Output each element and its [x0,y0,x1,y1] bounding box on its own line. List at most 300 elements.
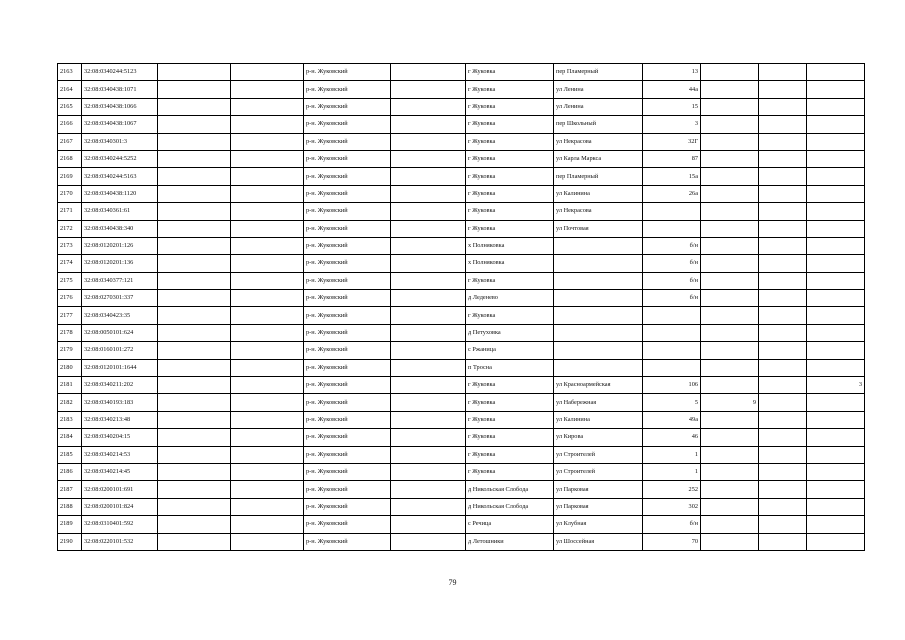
row-number-cell: 2169 [58,168,82,185]
district-cell: р-н. Жуковский [304,98,391,115]
extra-cell [701,133,759,150]
empty-cell [391,307,466,324]
locality-cell: г Жуковка [466,98,554,115]
house-number-cell [643,342,701,359]
row-number-cell: 2173 [58,237,82,254]
extra-cell [759,133,807,150]
empty-cell [158,516,231,533]
street-cell [554,237,643,254]
extra-cell [759,324,807,341]
street-cell: ул Парковая [554,481,643,498]
table-row [58,185,865,202]
empty-cell [231,255,304,272]
row-number-cell: 2187 [58,481,82,498]
extra-cell [807,429,865,446]
extra-cell: 3 [807,377,865,394]
table-row [58,307,865,324]
house-number-cell: 26а [643,185,701,202]
district-cell: р-н. Жуковский [304,498,391,515]
cadastral-number-cell: 32:08:0340361:61 [82,203,158,220]
table-row [58,81,865,98]
extra-cell [807,498,865,515]
extra-cell [701,255,759,272]
empty-cell [158,168,231,185]
cadastral-number-cell: 32:08:0340193:183 [82,394,158,411]
table-row [58,98,865,115]
cadastral-number-cell: 32:08:0220101:532 [82,533,158,550]
extra-cell [759,429,807,446]
cadastral-number-cell: 32:08:0340244:5123 [82,64,158,81]
district-cell: р-н. Жуковский [304,342,391,359]
district-cell: р-н. Жуковский [304,290,391,307]
extra-cell [759,481,807,498]
cadastral-number-cell: 32:08:0340244:5163 [82,168,158,185]
extra-cell [701,377,759,394]
extra-cell [701,203,759,220]
locality-cell: г Жуковка [466,185,554,202]
empty-cell [391,133,466,150]
extra-cell [807,185,865,202]
locality-cell: г Жуковка [466,429,554,446]
row-number-cell: 2164 [58,81,82,98]
house-number-cell: 87 [643,150,701,167]
empty-cell [158,255,231,272]
extra-cell [807,446,865,463]
page-number: 79 [448,578,457,587]
row-number-cell: 2189 [58,516,82,533]
empty-cell [158,394,231,411]
extra-cell [759,446,807,463]
district-cell: р-н. Жуковский [304,394,391,411]
empty-cell [158,185,231,202]
empty-cell [231,394,304,411]
empty-cell [158,64,231,81]
street-cell: ул Красноармейская [554,377,643,394]
empty-cell [231,237,304,254]
empty-cell [158,533,231,550]
district-cell: р-н. Жуковский [304,168,391,185]
extra-cell [701,237,759,254]
extra-cell [807,255,865,272]
extra-cell [759,98,807,115]
extra-cell [701,342,759,359]
cadastral-number-cell: 32:08:0200101:824 [82,498,158,515]
extra-cell [701,150,759,167]
table-row [58,237,865,254]
street-cell [554,324,643,341]
extra-cell [701,168,759,185]
street-cell [554,290,643,307]
locality-cell: д Никольская Слобода [466,481,554,498]
extra-cell [701,307,759,324]
extra-cell [807,359,865,376]
cadastral-number-cell: 32:08:0340423:35 [82,307,158,324]
street-cell: пер Школьный [554,116,643,133]
extra-cell [759,516,807,533]
empty-cell [231,220,304,237]
cadastral-number-cell: 32:08:0120101:1644 [82,359,158,376]
house-number-cell: 1 [643,463,701,480]
row-number-cell: 2168 [58,150,82,167]
cadastral-number-cell: 32:08:0340213:48 [82,411,158,428]
row-number-cell: 2170 [58,185,82,202]
cadastral-number-cell: 32:08:0340438:1071 [82,81,158,98]
locality-cell: г Жуковка [466,116,554,133]
street-cell: ул Некрасова [554,203,643,220]
house-number-cell [643,324,701,341]
row-number-cell: 2178 [58,324,82,341]
extra-cell [701,64,759,81]
empty-cell [158,463,231,480]
extra-cell [701,359,759,376]
extra-cell [759,203,807,220]
street-cell: ул Карла Маркса [554,150,643,167]
empty-cell [231,203,304,220]
extra-cell [701,324,759,341]
extra-cell [807,463,865,480]
extra-cell [759,116,807,133]
empty-cell [391,463,466,480]
empty-cell [231,498,304,515]
extra-cell [701,481,759,498]
empty-cell [391,359,466,376]
empty-cell [231,463,304,480]
house-number-cell [643,220,701,237]
row-number-cell: 2183 [58,411,82,428]
extra-cell [807,64,865,81]
empty-cell [158,81,231,98]
house-number-cell: 13 [643,64,701,81]
empty-cell [158,98,231,115]
locality-cell: г Жуковка [466,64,554,81]
street-cell: ул Клубная [554,516,643,533]
empty-cell [231,272,304,289]
extra-cell [701,116,759,133]
row-number-cell: 2181 [58,377,82,394]
row-number-cell: 2190 [58,533,82,550]
empty-cell [391,446,466,463]
empty-cell [231,446,304,463]
district-cell: р-н. Жуковский [304,533,391,550]
row-number-cell: 2165 [58,98,82,115]
empty-cell [391,411,466,428]
empty-cell [158,220,231,237]
locality-cell: с Речица [466,516,554,533]
empty-cell [158,446,231,463]
extra-cell [807,220,865,237]
house-number-cell: б/н [643,516,701,533]
extra-cell [759,342,807,359]
extra-cell [807,533,865,550]
table-row [58,116,865,133]
locality-cell: г Жуковка [466,220,554,237]
row-number-cell: 2172 [58,220,82,237]
extra-cell [759,272,807,289]
empty-cell [231,116,304,133]
extra-cell [807,116,865,133]
empty-cell [391,116,466,133]
extra-cell [701,516,759,533]
district-cell: р-н. Жуковский [304,64,391,81]
property-registry-table [57,63,865,551]
cadastral-number-cell: 32:08:0340438:1120 [82,185,158,202]
empty-cell [391,150,466,167]
extra-cell [807,237,865,254]
street-cell: ул Строителей [554,463,643,480]
empty-cell [158,150,231,167]
extra-cell [807,168,865,185]
empty-cell [158,429,231,446]
extra-cell [759,290,807,307]
table-row [58,342,865,359]
house-number-cell: 15а [643,168,701,185]
table-row [58,255,865,272]
table-row [58,533,865,550]
row-number-cell: 2163 [58,64,82,81]
street-cell [554,255,643,272]
cadastral-number-cell: 32:08:0270301:337 [82,290,158,307]
empty-cell [158,411,231,428]
table-row [58,133,865,150]
empty-cell [231,429,304,446]
empty-cell [158,307,231,324]
extra-cell [701,446,759,463]
locality-cell: с Ржаница [466,342,554,359]
district-cell: р-н. Жуковский [304,133,391,150]
extra-cell [759,411,807,428]
extra-cell [759,307,807,324]
extra-cell [701,272,759,289]
house-number-cell: 5 [643,394,701,411]
extra-cell [759,81,807,98]
row-number-cell: 2167 [58,133,82,150]
empty-cell [231,324,304,341]
cadastral-number-cell: 32:08:0340244:5252 [82,150,158,167]
extra-cell [759,498,807,515]
empty-cell [391,533,466,550]
extra-cell [701,411,759,428]
street-cell [554,272,643,289]
empty-cell [158,116,231,133]
cadastral-number-cell: 32:08:0340211:202 [82,377,158,394]
house-number-cell: 252 [643,481,701,498]
locality-cell: д Леденево [466,290,554,307]
cadastral-number-cell: 32:08:0340204:15 [82,429,158,446]
table-row [58,290,865,307]
district-cell: р-н. Жуковский [304,516,391,533]
locality-cell: п Тросна [466,359,554,376]
extra-cell [807,272,865,289]
extra-cell [701,533,759,550]
empty-cell [231,150,304,167]
table-body [58,64,865,551]
empty-cell [231,533,304,550]
house-number-cell: 15 [643,98,701,115]
cadastral-number-cell: 32:08:0160101:272 [82,342,158,359]
extra-cell [759,220,807,237]
row-number-cell: 2176 [58,290,82,307]
house-number-cell [643,307,701,324]
cadastral-number-cell: 32:08:0340377:121 [82,272,158,289]
empty-cell [231,290,304,307]
table-row [58,446,865,463]
empty-cell [231,64,304,81]
empty-cell [391,516,466,533]
street-cell: ул Почтовая [554,220,643,237]
extra-cell [759,237,807,254]
row-number-cell: 2184 [58,429,82,446]
district-cell: р-н. Жуковский [304,237,391,254]
extra-cell [807,324,865,341]
extra-cell [807,307,865,324]
table-row [58,498,865,515]
district-cell: р-н. Жуковский [304,481,391,498]
locality-cell: г Жуковка [466,394,554,411]
empty-cell [391,64,466,81]
extra-cell [701,429,759,446]
extra-cell [759,168,807,185]
house-number-cell: 106 [643,377,701,394]
house-number-cell: 44а [643,81,701,98]
empty-cell [391,377,466,394]
row-number-cell: 2188 [58,498,82,515]
extra-cell [807,203,865,220]
district-cell: р-н. Жуковский [304,150,391,167]
house-number-cell [643,203,701,220]
table-row [58,168,865,185]
row-number-cell: 2171 [58,203,82,220]
extra-cell [701,98,759,115]
extra-cell [807,394,865,411]
row-number-cell: 2186 [58,463,82,480]
row-number-cell: 2185 [58,446,82,463]
extra-cell [701,81,759,98]
extra-cell [701,220,759,237]
empty-cell [158,237,231,254]
extra-cell [759,64,807,81]
extra-cell [807,411,865,428]
table-row [58,394,865,411]
table-row [58,411,865,428]
district-cell: р-н. Жуковский [304,255,391,272]
extra-cell [759,463,807,480]
cadastral-number-cell: 32:08:0200101:691 [82,481,158,498]
cadastral-number-cell: 32:08:0050101:624 [82,324,158,341]
district-cell: р-н. Жуковский [304,116,391,133]
empty-cell [391,498,466,515]
locality-cell: г Жуковка [466,377,554,394]
empty-cell [231,359,304,376]
empty-cell [391,324,466,341]
row-number-cell: 2182 [58,394,82,411]
street-cell [554,359,643,376]
row-number-cell: 2175 [58,272,82,289]
district-cell: р-н. Жуковский [304,429,391,446]
house-number-cell: 46 [643,429,701,446]
row-number-cell: 2179 [58,342,82,359]
extra-cell [701,463,759,480]
cadastral-number-cell: 32:08:0120201:126 [82,237,158,254]
empty-cell [231,168,304,185]
extra-cell [759,255,807,272]
house-number-cell: б/н [643,255,701,272]
empty-cell [158,133,231,150]
extra-cell [807,516,865,533]
house-number-cell: б/н [643,290,701,307]
district-cell: р-н. Жуковский [304,81,391,98]
cadastral-number-cell: 32:08:0340301:3 [82,133,158,150]
empty-cell [391,481,466,498]
locality-cell: г Жуковка [466,463,554,480]
table-row [58,359,865,376]
street-cell: ул Набережная [554,394,643,411]
extra-cell [701,185,759,202]
district-cell: р-н. Жуковский [304,359,391,376]
locality-cell: г Жуковка [466,446,554,463]
empty-cell [231,185,304,202]
table-row [58,272,865,289]
locality-cell: х Полняковка [466,255,554,272]
extra-cell [759,150,807,167]
house-number-cell: б/н [643,237,701,254]
locality-cell: г Жуковка [466,307,554,324]
empty-cell [231,411,304,428]
empty-cell [391,394,466,411]
locality-cell: г Жуковка [466,133,554,150]
row-number-cell: 2174 [58,255,82,272]
cadastral-number-cell: 32:08:0310401:592 [82,516,158,533]
locality-cell: г Жуковка [466,81,554,98]
empty-cell [231,516,304,533]
street-cell: ул Ленина [554,98,643,115]
empty-cell [231,307,304,324]
street-cell: ул Кирова [554,429,643,446]
extra-cell [759,185,807,202]
table-row [58,150,865,167]
extra-cell [759,359,807,376]
district-cell: р-н. Жуковский [304,411,391,428]
locality-cell: х Полняковка [466,237,554,254]
empty-cell [158,359,231,376]
table-row [58,324,865,341]
locality-cell: д Летошники [466,533,554,550]
district-cell: р-н. Жуковский [304,185,391,202]
empty-cell [158,498,231,515]
table-row [58,481,865,498]
empty-cell [391,429,466,446]
extra-cell [759,377,807,394]
street-cell: ул Некрасова [554,133,643,150]
street-cell: пер Пламерный [554,64,643,81]
empty-cell [391,342,466,359]
row-number-cell: 2180 [58,359,82,376]
house-number-cell: 49а [643,411,701,428]
empty-cell [158,481,231,498]
extra-cell [807,342,865,359]
row-number-cell: 2177 [58,307,82,324]
street-cell: ул Шоссейная [554,533,643,550]
locality-cell: д Никольская Слобода [466,498,554,515]
street-cell: пер Пламерный [554,168,643,185]
empty-cell [391,203,466,220]
district-cell: р-н. Жуковский [304,307,391,324]
empty-cell [391,255,466,272]
empty-cell [391,272,466,289]
table-row [58,203,865,220]
table-row [58,429,865,446]
locality-cell: г Жуковка [466,272,554,289]
empty-cell [391,290,466,307]
